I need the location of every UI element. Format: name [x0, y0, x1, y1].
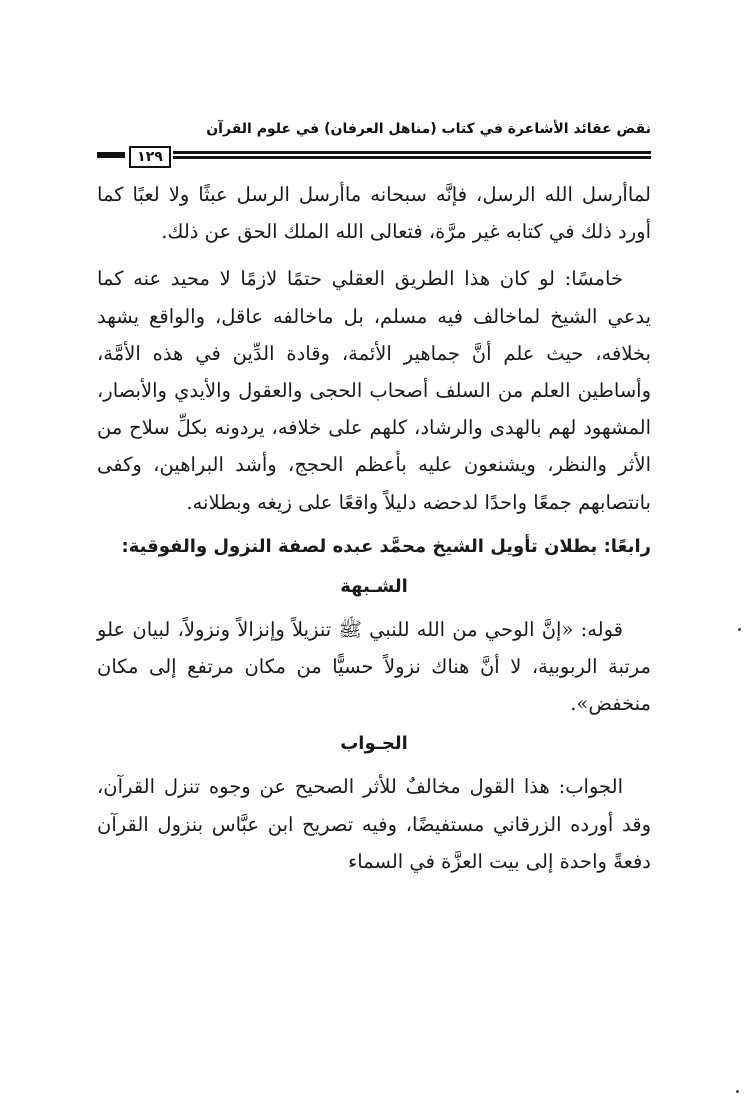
paragraph-fifth-point: خامسًا: لو كان هذا الطريق العقلي حتمًا لازمًا لا محيد عنه كما يدعي الشيخ لماخالف فيه مسلم، بل ماخالفه عاقل، والواقع يشهد بخلافه، حيث علم أنَّ جماهير الأئمة، وقادة الدِّين في هذه الأمَّة، وأساطين العلم من السلف أصحاب الحجى والعقول والأيدي والأبصار، المشهود لهم بالهدى والرشاد، كلهم على خلافه، يردونه بكلِّ سلاح من الأثر والنظر، ويشنعون عليه بأعظم الحجج، وأشد البراهين، وكفى بانتصابهم جمعًا واحدًا لدحضه دليلاً واقعًا على زيغه وبطلانه.: [97, 267, 651, 514]
header-rule: [97, 146, 651, 166]
page-number: ١٢٩: [129, 146, 171, 168]
paragraph-answer: الجواب: هذا القول مخالفٌ للأثر الصحيح عن وجوه تنزل القرآن، وقد أورده الزرقاني مستفيضًا، وفيه تصريح ابن عبَّاس بنزول القرآن دفعةً واحدة إلى بيت العزَّة في السماء: [97, 775, 651, 873]
subheading-answer: الجـواب: [340, 733, 408, 755]
subheading-doubt: الشـبهة: [340, 575, 408, 597]
section-heading: رابعًا: بطلان تأويل الشيخ محمَّد عبده لصفة النزول والفوقية:: [121, 535, 651, 557]
running-header: [97, 118, 651, 142]
scan-speck: [736, 1090, 739, 1093]
paragraph-quote: قوله: «إنَّ الوحي من الله للنبي ﷺ تنزيلاً وإنزالاً ونزولاً، لبيان علو مرتبة الربوبية، لا أنَّ هناك نزولاً حسيًّا من مكان مرتفع إلى مكان منخفض».: [97, 617, 651, 716]
header-rule-short: [97, 152, 125, 158]
paragraph-gap: [97, 250, 651, 260]
book-title: نقض عقائد الأشاعرة في كتاب (مناهل العرفان) في علوم القرآن: [206, 121, 651, 137]
page-body: [97, 176, 651, 880]
scan-speck: [738, 628, 741, 631]
paragraph-continuation: لماأرسل الله الرسل، فإنَّه سبحانه ماأرسل الرسل عبثًا ولا لعبًا كما أورد ذلك في كتابه غير مرَّة، فتعالى الله الملك الحق عن ذلك.: [97, 183, 651, 244]
header-rule-double: [173, 151, 651, 154]
